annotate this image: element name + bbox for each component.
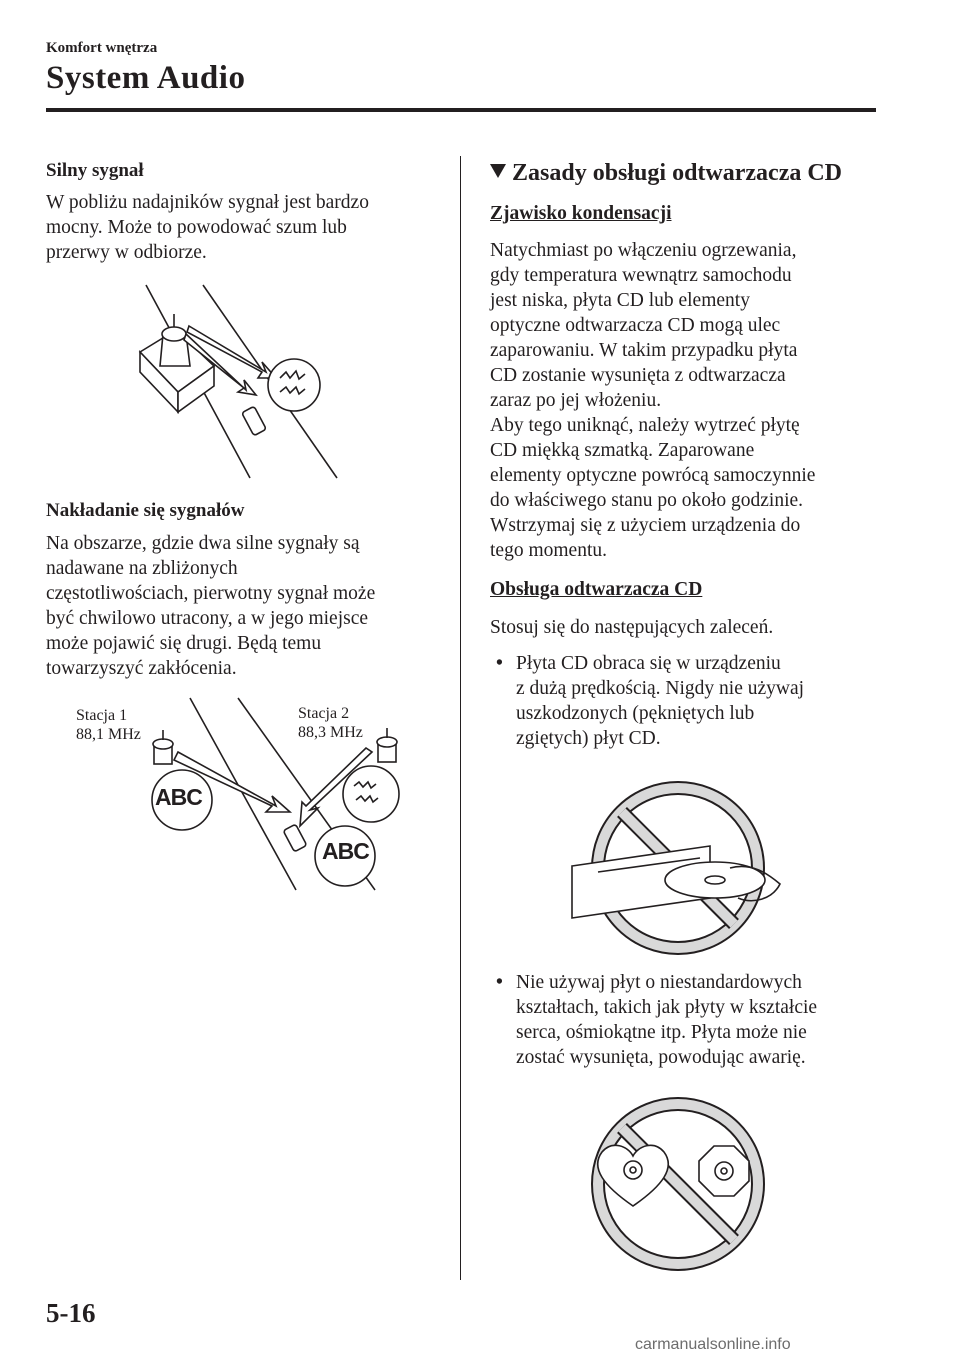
text-line: gdy temperatura wewnątrz samochodu <box>490 265 792 286</box>
text-line: przerwy w odbiorze. <box>46 242 207 263</box>
bubble-2-text: ABC <box>322 838 369 864</box>
text-line: CD miękką szmatką. Zaparowane <box>490 440 755 461</box>
text-line: tego momentu. <box>490 540 607 561</box>
text-line: W pobliżu nadajników sygnał jest bardzo <box>46 192 369 213</box>
station-2-name: Stacja 2 <box>298 705 350 722</box>
text-line: nadawane na zbliżonych <box>46 558 238 579</box>
cd-rules-heading-text: Zasady obsługi odtwarzacza CD <box>512 160 843 186</box>
text-line: mocny. Może to powodować szum lub <box>46 217 347 238</box>
text-line: częstotliwościach, pierwotny sygnał może <box>46 583 376 604</box>
bullet-dot: • <box>496 972 503 993</box>
text-line: elementy optyczne powrócą samoczynnie <box>490 465 816 486</box>
text-line: kształtach, takich jak płyty w kształcie <box>516 997 818 1018</box>
operation-intro: Stosuj się do następujących zaleceń. <box>490 617 774 638</box>
bubble-1-text: ABC <box>155 784 202 810</box>
page-title: System Audio <box>46 60 246 96</box>
text-line: Płyta CD obraca się w urządzeniu <box>516 653 781 674</box>
text-line: jest niska, płyta CD lub elementy <box>490 290 750 311</box>
overlap-heading: Nakładanie się sygnałów <box>46 500 245 521</box>
station-1-frequency: 88,1 MHz <box>76 726 141 743</box>
section-label: Komfort wnętrza <box>46 40 158 56</box>
station-1-name: Stacja 1 <box>76 707 128 724</box>
text-line: Natychmiast po włączeniu ogrzewania, <box>490 240 797 261</box>
text-line: optyczne odtwarzacza CD mogą ulec <box>490 315 781 336</box>
text-line: może pojawić się drugi. Będą temu <box>46 633 322 654</box>
condensation-title: Zjawisko kondensacji <box>490 203 672 224</box>
text-line: uszkodzonych (pękniętych lub <box>516 703 755 724</box>
page-number: 5-16 <box>46 1298 96 1328</box>
text-line: Wstrzymaj się z użyciem urządzenia do <box>490 515 801 536</box>
station-2-frequency: 88,3 MHz <box>298 724 363 741</box>
text-line: do właściwego stanu po około godzinie. <box>490 490 804 511</box>
strong-signal-heading: Silny sygnał <box>46 160 144 181</box>
text-line: zaraz po jej włożeniu. <box>490 390 662 411</box>
bullet-dot: • <box>496 653 503 674</box>
text-line: być chwilowo utracony, a w jego miejsce <box>46 608 369 629</box>
operation-title: Obsługa odtwarzacza CD <box>490 579 703 600</box>
text-line: towarzyszyć zakłócenia. <box>46 658 237 679</box>
text-line: Aby tego uniknąć, należy wytrzeć płytę <box>490 415 800 436</box>
text-line: zgiętych) płyt CD. <box>516 728 661 749</box>
text-line: CD zostanie wysunięta z odtwarzacza <box>490 365 786 386</box>
text-line: zostać wysunięta, powodując awarię. <box>516 1047 806 1068</box>
watermark: carmanualsonline.info <box>635 1336 791 1353</box>
text-line: z dużą prędkością. Nigdy nie używaj <box>516 678 805 699</box>
text-line: Nie używaj płyt o niestandardowych <box>516 972 802 993</box>
text-line: serca, ośmiokątne itp. Płyta może nie <box>516 1022 807 1043</box>
text-line: Na obszarze, gdzie dwa silne sygnały są <box>46 533 360 554</box>
text-line: zaparowaniu. W takim przypadku płyta <box>490 340 798 361</box>
